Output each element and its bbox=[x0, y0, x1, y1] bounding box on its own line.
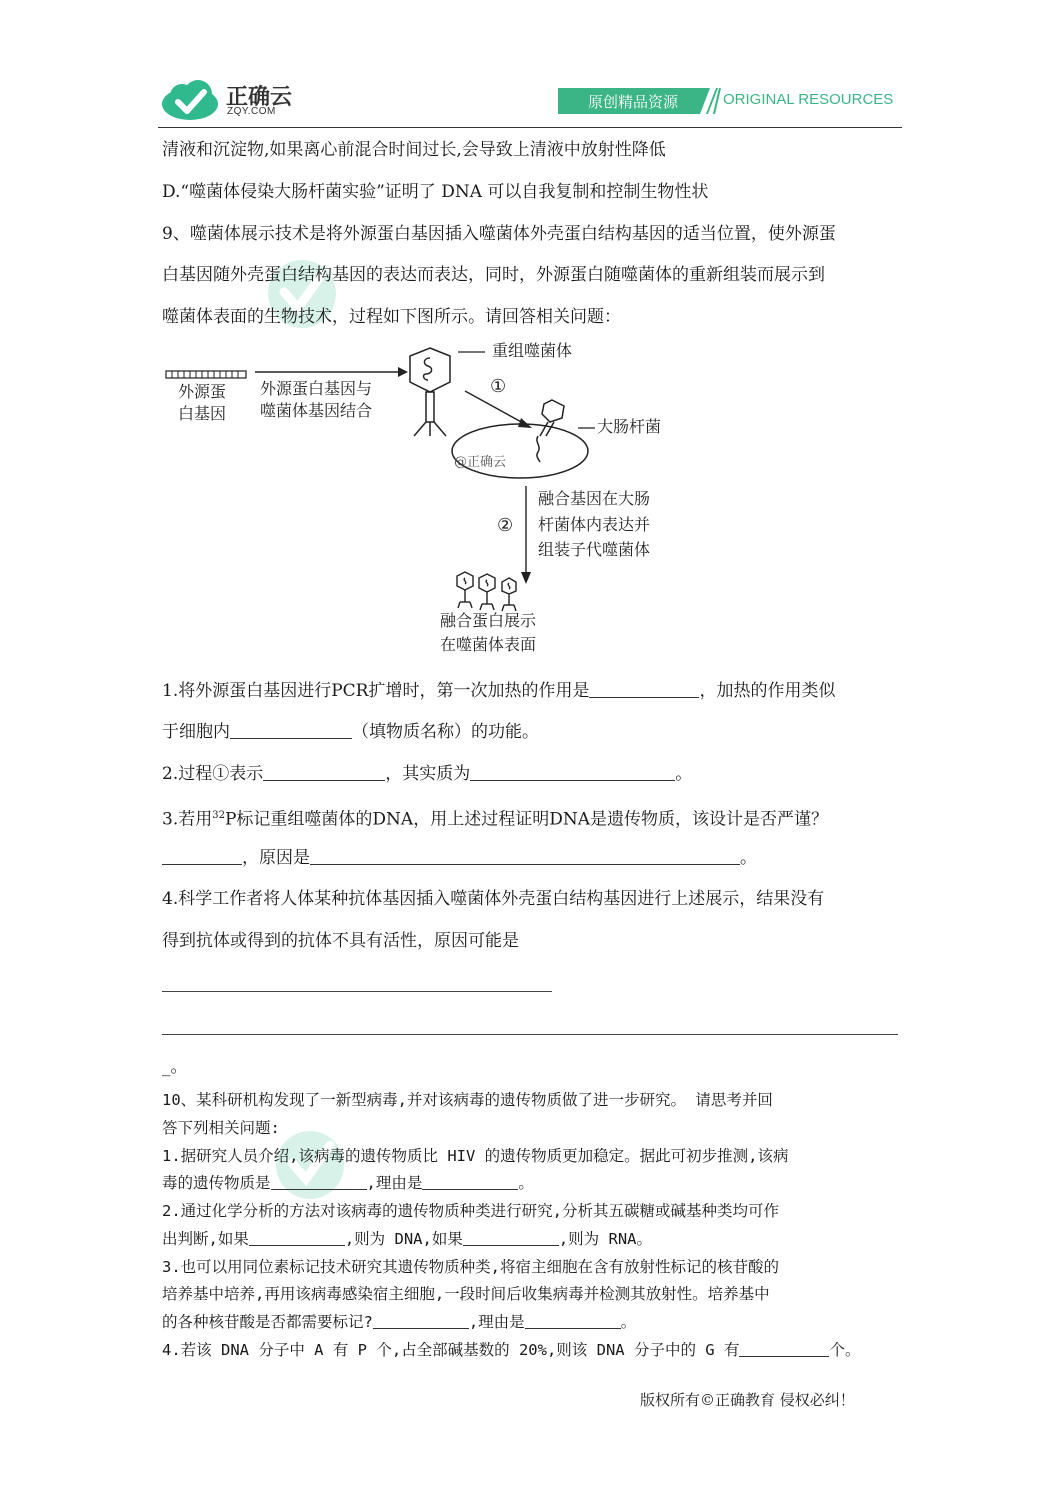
question-10-stem: 答下列相关问题: bbox=[162, 1119, 280, 1137]
q9-sub-4: 得到抗体或得到的抗体不具有活性，原因可能是 bbox=[162, 931, 519, 951]
q9-sub-1-text: 于细胞内 bbox=[162, 722, 230, 742]
banner-slash bbox=[712, 88, 722, 114]
logo-subtext: ZQY.COM bbox=[227, 106, 276, 117]
answer-line-end: _。 bbox=[162, 1057, 188, 1077]
answer-line[interactable] bbox=[162, 1034, 898, 1035]
q10-sub-2: 2.通过化学分析的方法对该病毒的遗传物质种类进行研究,分析其五碳糖或碱基种类均可作 bbox=[162, 1202, 779, 1220]
q9-sub-3-cont bbox=[162, 847, 757, 869]
q10-text: 毒的遗传物质是 bbox=[162, 1174, 271, 1192]
progeny-phages-icon bbox=[457, 572, 516, 611]
question-10-stem: 10、某科研机构发现了一新型病毒,并对该病毒的遗传物质做了进一步研究。 请思考并回 bbox=[162, 1091, 773, 1109]
result-label: 在噬菌体表面 bbox=[440, 635, 537, 654]
q9-sub-2-text: 。 bbox=[675, 764, 693, 784]
infecting-phage-icon bbox=[537, 400, 564, 462]
ecoli-label: 大肠杆菌 bbox=[597, 417, 662, 436]
step-2-marker: ② bbox=[497, 515, 514, 536]
q10-sub-2-cont bbox=[162, 1228, 652, 1250]
q9-sub-3-text: P标记重组噬菌体的DNA，用上述过程证明DNA是遗传物质，该设计是否严谨？ bbox=[224, 809, 828, 830]
answer-blank[interactable] bbox=[263, 764, 385, 781]
answer-blank[interactable] bbox=[739, 1340, 829, 1357]
q10-text: 4.若该 DNA 分子中 A 有 P 个,占全部碱基数的 20%,则该 DNA 分子中的 G 有 bbox=[162, 1341, 740, 1359]
q10-text: 出判断,如果 bbox=[162, 1230, 249, 1248]
answer-blank[interactable] bbox=[162, 848, 242, 865]
header bbox=[160, 78, 902, 128]
q10-sub-1: 1.据研究人员介绍,该病毒的遗传物质比 HIV 的遗传物质更加稳定。据此可初步推测,该病 bbox=[162, 1147, 789, 1165]
diagram-watermark: @正确云 bbox=[454, 455, 507, 470]
q9-sub-1-text: ，加热的作用类似 bbox=[699, 681, 836, 701]
answer-blank[interactable] bbox=[310, 848, 740, 865]
banner-subtitle: ORIGINAL RESOURCES bbox=[723, 91, 894, 108]
q9-sub-1-text: （填物质名称）的功能。 bbox=[352, 722, 539, 742]
phage-label: 重组噬菌体 bbox=[492, 341, 573, 360]
gene-strip-icon bbox=[166, 371, 246, 378]
q10-text: 。 bbox=[518, 1174, 534, 1192]
step-2-label: 融合基因在大肠 bbox=[538, 489, 651, 508]
banner-title: 原创精品资源 bbox=[588, 94, 679, 111]
option-d: D.“噬菌体侵染大肠杆菌实验”证明了 DNA 可以自我复制和控制生物性状 bbox=[162, 182, 709, 202]
q9-sub-2 bbox=[162, 763, 692, 785]
q10-text: 的各种核苷酸是否都需要标记? bbox=[162, 1313, 373, 1331]
q10-sub-3: 培养基中培养,再用该病毒感染宿主细胞,一段时间后收集病毒并检测其放射性。培养基中 bbox=[162, 1285, 770, 1303]
q9-sub-3-text: 3.若用 bbox=[162, 809, 213, 830]
q10-sub-4 bbox=[162, 1339, 860, 1361]
q10-sub-1-cont bbox=[162, 1172, 534, 1194]
step-1-marker: ① bbox=[490, 376, 507, 397]
answer-line[interactable] bbox=[162, 991, 552, 992]
arrow-label: 外源蛋白基因与 bbox=[260, 379, 373, 398]
recombinant-phage-icon bbox=[410, 348, 450, 436]
banner bbox=[558, 88, 718, 114]
answer-blank[interactable] bbox=[463, 1229, 559, 1246]
footer-copyright: 版权所有©正确教育 侵权必纠！ bbox=[640, 1391, 855, 1409]
q9-sub-3 bbox=[162, 805, 828, 831]
text-line: 清液和沉淀物,如果离心前混合时间过长,会导致上清液中放射性降低 bbox=[162, 140, 666, 160]
gene-label: 白基因 bbox=[178, 404, 227, 423]
q9-sub-1-cont bbox=[162, 721, 539, 743]
q9-sub-3-text: ，原因是 bbox=[242, 848, 310, 868]
q9-sub-2-text: ，其实质为 bbox=[385, 764, 471, 784]
q10-text: 。 bbox=[620, 1313, 637, 1331]
question-9-stem: 白基因随外壳蛋白结构基因的表达而表达，同时，外源蛋白随噬菌体的重新组装而展示到 bbox=[162, 265, 825, 285]
q10-sub-3-cont bbox=[162, 1311, 636, 1333]
answer-blank[interactable] bbox=[422, 1173, 518, 1190]
phage-display-diagram bbox=[160, 336, 700, 666]
q9-sub-1-text: 1.将外源蛋白基因进行PCR扩增时，第一次加热的作用是 bbox=[162, 681, 590, 701]
q10-sub-3: 3.也可以用同位素标记技术研究其遗传物质种类,将宿主细胞在含有放射性标记的核苷酸的 bbox=[162, 1258, 779, 1276]
q10-text: ,则为 DNA,如果 bbox=[344, 1230, 463, 1248]
q9-sub-3-text: 。 bbox=[740, 848, 757, 868]
step-2-label: 杆菌体内表达并 bbox=[538, 515, 651, 534]
answer-blank[interactable] bbox=[230, 722, 352, 739]
step-2-label: 组装子代噬菌体 bbox=[538, 540, 651, 559]
q10-text: ,则为 RNA。 bbox=[558, 1230, 653, 1248]
answer-blank[interactable] bbox=[589, 681, 699, 698]
q9-sub-2-text: 2.过程①表示 bbox=[162, 764, 264, 784]
answer-blank[interactable] bbox=[525, 1312, 621, 1329]
q10-text: 个。 bbox=[829, 1341, 861, 1359]
q9-sub-4: 4.科学工作者将人体某种抗体基因插入噬菌体外壳蛋白结构基因进行上述展示，结果没有 bbox=[162, 889, 825, 909]
q10-text: ,理由是 bbox=[366, 1174, 423, 1192]
answer-blank[interactable] bbox=[249, 1229, 345, 1246]
question-9-stem: 噬菌体表面的生物技术，过程如下图所示。请回答相关问题： bbox=[162, 307, 621, 327]
header-divider bbox=[158, 127, 902, 128]
result-label: 融合蛋白展示 bbox=[440, 611, 537, 630]
logo-icon bbox=[160, 78, 220, 122]
q10-text: ,理由是 bbox=[468, 1313, 525, 1331]
answer-blank[interactable] bbox=[470, 764, 675, 781]
q9-sub-1 bbox=[162, 680, 835, 702]
answer-blank[interactable] bbox=[271, 1173, 367, 1190]
gene-label: 外源蛋 bbox=[178, 382, 227, 401]
arrow-label: 噬菌体基因结合 bbox=[260, 401, 373, 420]
superscript: 32 bbox=[212, 810, 225, 821]
logo-text: 正确云 bbox=[226, 84, 293, 109]
answer-blank[interactable] bbox=[373, 1312, 469, 1329]
question-9-stem: 9、噬菌体展示技术是将外源蛋白基因插入噬菌体外壳蛋白结构基因的适当位置，使外源蛋 bbox=[162, 224, 836, 244]
